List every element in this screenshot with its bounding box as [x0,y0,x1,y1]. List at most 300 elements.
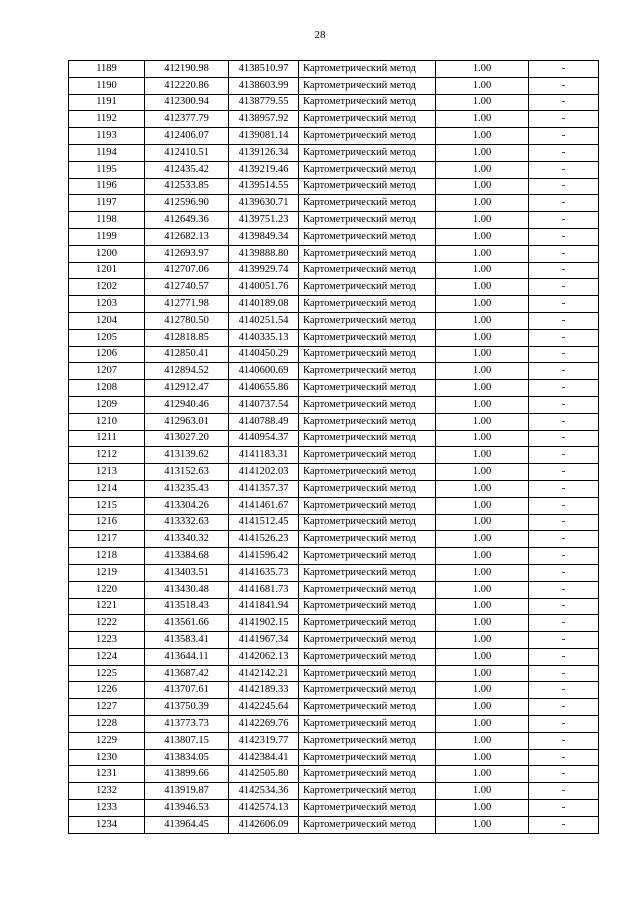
note-cell: - [529,262,599,279]
accuracy-cell: 1.00 [436,783,529,800]
x-coordinate-cell: 412220.86 [145,77,229,94]
y-coordinate-cell: 4142269.76 [229,716,299,733]
table-row [69,178,599,195]
y-coordinate-cell: 4141902.15 [229,615,299,632]
x-coordinate-cell: 413773.73 [145,716,229,733]
note-cell: - [529,699,599,716]
note-cell: - [529,161,599,178]
accuracy-cell: 1.00 [436,245,529,262]
point-number-cell: 1221 [69,598,145,615]
table-row [69,632,599,649]
x-coordinate-cell: 413946.53 [145,800,229,817]
note-cell: - [529,648,599,665]
point-number-cell: 1219 [69,564,145,581]
point-number-cell: 1216 [69,514,145,531]
note-cell: - [529,581,599,598]
x-coordinate-cell: 413707.61 [145,682,229,699]
method-cell: Картометрический метод [299,329,436,346]
note-cell: - [529,665,599,682]
table-row [69,413,599,430]
method-cell: Картометрический метод [299,447,436,464]
y-coordinate-cell: 4142384.41 [229,749,299,766]
method-cell: Картометрический метод [299,716,436,733]
y-coordinate-cell: 4140051.76 [229,279,299,296]
y-coordinate-cell: 4141202.03 [229,464,299,481]
accuracy-cell: 1.00 [436,346,529,363]
table-row [69,312,599,329]
point-number-cell: 1223 [69,632,145,649]
method-cell: Картометрический метод [299,749,436,766]
y-coordinate-cell: 4139630.71 [229,195,299,212]
point-number-cell: 1201 [69,262,145,279]
note-cell: - [529,128,599,145]
note-cell: - [529,329,599,346]
method-cell: Картометрический метод [299,111,436,128]
y-coordinate-cell: 4142189.33 [229,682,299,699]
accuracy-cell: 1.00 [436,296,529,313]
point-number-cell: 1229 [69,732,145,749]
note-cell: - [529,77,599,94]
accuracy-cell: 1.00 [436,94,529,111]
note-cell: - [529,548,599,565]
method-cell: Картометрический метод [299,363,436,380]
accuracy-cell: 1.00 [436,514,529,531]
point-number-cell: 1190 [69,77,145,94]
accuracy-cell: 1.00 [436,648,529,665]
method-cell: Картометрический метод [299,699,436,716]
y-coordinate-cell: 4141596.42 [229,548,299,565]
accuracy-cell: 1.00 [436,178,529,195]
method-cell: Картометрический метод [299,816,436,833]
x-coordinate-cell: 412963.01 [145,413,229,430]
x-coordinate-cell: 412300.94 [145,94,229,111]
method-cell: Картометрический метод [299,564,436,581]
table-row [69,396,599,413]
point-number-cell: 1230 [69,749,145,766]
note-cell: - [529,380,599,397]
note-cell: - [529,598,599,615]
note-cell: - [529,363,599,380]
method-cell: Картометрический метод [299,262,436,279]
accuracy-cell: 1.00 [436,413,529,430]
method-cell: Картометрический метод [299,632,436,649]
accuracy-cell: 1.00 [436,212,529,229]
method-cell: Картометрический метод [299,430,436,447]
note-cell: - [529,430,599,447]
method-cell: Картометрический метод [299,480,436,497]
y-coordinate-cell: 4142319.77 [229,732,299,749]
y-coordinate-cell: 4140189.08 [229,296,299,313]
x-coordinate-cell: 412940.46 [145,396,229,413]
point-number-cell: 1232 [69,783,145,800]
point-number-cell: 1214 [69,480,145,497]
method-cell: Картометрический метод [299,548,436,565]
table-row [69,228,599,245]
y-coordinate-cell: 4142245.64 [229,699,299,716]
y-coordinate-cell: 4139849.34 [229,228,299,245]
x-coordinate-cell: 412377.79 [145,111,229,128]
coordinates-table-body [69,61,599,834]
y-coordinate-cell: 4139929.74 [229,262,299,279]
point-number-cell: 1213 [69,464,145,481]
table-row [69,111,599,128]
accuracy-cell: 1.00 [436,396,529,413]
note-cell: - [529,178,599,195]
note-cell: - [529,749,599,766]
point-number-cell: 1197 [69,195,145,212]
note-cell: - [529,716,599,733]
point-number-cell: 1231 [69,766,145,783]
table-row [69,363,599,380]
point-number-cell: 1206 [69,346,145,363]
y-coordinate-cell: 4141635.73 [229,564,299,581]
point-number-cell: 1203 [69,296,145,313]
table-row [69,144,599,161]
note-cell: - [529,497,599,514]
note-cell: - [529,531,599,548]
method-cell: Картометрический метод [299,346,436,363]
y-coordinate-cell: 4141526.23 [229,531,299,548]
method-cell: Картометрический метод [299,615,436,632]
y-coordinate-cell: 4141512.45 [229,514,299,531]
point-number-cell: 1207 [69,363,145,380]
y-coordinate-cell: 4138510.97 [229,61,299,78]
coordinates-table [68,60,599,834]
y-coordinate-cell: 4140600.69 [229,363,299,380]
table-row [69,816,599,833]
y-coordinate-cell: 4141357.37 [229,480,299,497]
table-row [69,800,599,817]
accuracy-cell: 1.00 [436,329,529,346]
y-coordinate-cell: 4142062.13 [229,648,299,665]
method-cell: Картометрический метод [299,61,436,78]
y-coordinate-cell: 4141967.34 [229,632,299,649]
method-cell: Картометрический метод [299,380,436,397]
table-row [69,716,599,733]
note-cell: - [529,228,599,245]
accuracy-cell: 1.00 [436,430,529,447]
method-cell: Картометрический метод [299,581,436,598]
point-number-cell: 1220 [69,581,145,598]
point-number-cell: 1199 [69,228,145,245]
point-number-cell: 1210 [69,413,145,430]
accuracy-cell: 1.00 [436,699,529,716]
method-cell: Картометрический метод [299,178,436,195]
x-coordinate-cell: 412780.50 [145,312,229,329]
x-coordinate-cell: 413027.20 [145,430,229,447]
accuracy-cell: 1.00 [436,766,529,783]
note-cell: - [529,816,599,833]
table-row [69,699,599,716]
note-cell: - [529,783,599,800]
accuracy-cell: 1.00 [436,77,529,94]
y-coordinate-cell: 4139126.34 [229,144,299,161]
note-cell: - [529,800,599,817]
note-cell: - [529,312,599,329]
table-row [69,77,599,94]
table-row [69,380,599,397]
note-cell: - [529,682,599,699]
x-coordinate-cell: 412435.42 [145,161,229,178]
note-cell: - [529,732,599,749]
x-coordinate-cell: 413340.32 [145,531,229,548]
table-row [69,279,599,296]
point-number-cell: 1225 [69,665,145,682]
x-coordinate-cell: 412190.98 [145,61,229,78]
point-number-cell: 1205 [69,329,145,346]
method-cell: Картометрический метод [299,245,436,262]
accuracy-cell: 1.00 [436,262,529,279]
method-cell: Картометрический метод [299,413,436,430]
x-coordinate-cell: 413919.87 [145,783,229,800]
accuracy-cell: 1.00 [436,800,529,817]
method-cell: Картометрический метод [299,296,436,313]
x-coordinate-cell: 413583.41 [145,632,229,649]
note-cell: - [529,447,599,464]
y-coordinate-cell: 4142606.09 [229,816,299,833]
y-coordinate-cell: 4142574.13 [229,800,299,817]
method-cell: Картометрический метод [299,497,436,514]
x-coordinate-cell: 413518.43 [145,598,229,615]
note-cell: - [529,464,599,481]
note-cell: - [529,279,599,296]
method-cell: Картометрический метод [299,783,436,800]
point-number-cell: 1228 [69,716,145,733]
table-row [69,581,599,598]
method-cell: Картометрический метод [299,514,436,531]
note-cell: - [529,144,599,161]
y-coordinate-cell: 4140450.29 [229,346,299,363]
table-row [69,732,599,749]
point-number-cell: 1202 [69,279,145,296]
accuracy-cell: 1.00 [436,682,529,699]
x-coordinate-cell: 412596.90 [145,195,229,212]
accuracy-cell: 1.00 [436,531,529,548]
accuracy-cell: 1.00 [436,632,529,649]
table-row [69,564,599,581]
method-cell: Картометрический метод [299,732,436,749]
method-cell: Картометрический метод [299,766,436,783]
method-cell: Картометрический метод [299,682,436,699]
note-cell: - [529,245,599,262]
note-cell: - [529,564,599,581]
y-coordinate-cell: 4139888.80 [229,245,299,262]
accuracy-cell: 1.00 [436,447,529,464]
method-cell: Картометрический метод [299,598,436,615]
table-row [69,514,599,531]
point-number-cell: 1233 [69,800,145,817]
table-row [69,749,599,766]
x-coordinate-cell: 413152.63 [145,464,229,481]
table-row [69,615,599,632]
point-number-cell: 1215 [69,497,145,514]
method-cell: Картометрический метод [299,312,436,329]
point-number-cell: 1194 [69,144,145,161]
y-coordinate-cell: 4139081.14 [229,128,299,145]
accuracy-cell: 1.00 [436,363,529,380]
y-coordinate-cell: 4140335.13 [229,329,299,346]
accuracy-cell: 1.00 [436,464,529,481]
y-coordinate-cell: 4140737.54 [229,396,299,413]
y-coordinate-cell: 4140251.54 [229,312,299,329]
point-number-cell: 1196 [69,178,145,195]
accuracy-cell: 1.00 [436,548,529,565]
note-cell: - [529,413,599,430]
page-number: 28 [314,29,326,41]
y-coordinate-cell: 4140954.37 [229,430,299,447]
accuracy-cell: 1.00 [436,497,529,514]
accuracy-cell: 1.00 [436,816,529,833]
x-coordinate-cell: 413430.48 [145,581,229,598]
x-coordinate-cell: 413750.39 [145,699,229,716]
table-row [69,430,599,447]
method-cell: Картометрический метод [299,648,436,665]
point-number-cell: 1191 [69,94,145,111]
point-number-cell: 1217 [69,531,145,548]
x-coordinate-cell: 412693.97 [145,245,229,262]
method-cell: Картометрический метод [299,195,436,212]
x-coordinate-cell: 412912.47 [145,380,229,397]
note-cell: - [529,346,599,363]
x-coordinate-cell: 413807.15 [145,732,229,749]
x-coordinate-cell: 413964.45 [145,816,229,833]
point-number-cell: 1234 [69,816,145,833]
accuracy-cell: 1.00 [436,581,529,598]
accuracy-cell: 1.00 [436,749,529,766]
table-row [69,262,599,279]
note-cell: - [529,632,599,649]
table-row [69,497,599,514]
accuracy-cell: 1.00 [436,228,529,245]
x-coordinate-cell: 412707.06 [145,262,229,279]
accuracy-cell: 1.00 [436,380,529,397]
accuracy-cell: 1.00 [436,144,529,161]
method-cell: Картометрический метод [299,464,436,481]
method-cell: Картометрический метод [299,800,436,817]
point-number-cell: 1198 [69,212,145,229]
point-number-cell: 1211 [69,430,145,447]
point-number-cell: 1212 [69,447,145,464]
note-cell: - [529,396,599,413]
y-coordinate-cell: 4141461.67 [229,497,299,514]
note-cell: - [529,296,599,313]
table-row [69,548,599,565]
x-coordinate-cell: 412649.36 [145,212,229,229]
accuracy-cell: 1.00 [436,564,529,581]
accuracy-cell: 1.00 [436,61,529,78]
x-coordinate-cell: 412818.85 [145,329,229,346]
y-coordinate-cell: 4138603.99 [229,77,299,94]
accuracy-cell: 1.00 [436,312,529,329]
table-row [69,665,599,682]
table-row [69,464,599,481]
note-cell: - [529,94,599,111]
x-coordinate-cell: 412850.41 [145,346,229,363]
accuracy-cell: 1.00 [436,480,529,497]
y-coordinate-cell: 4141183.31 [229,447,299,464]
method-cell: Картометрический метод [299,665,436,682]
note-cell: - [529,195,599,212]
x-coordinate-cell: 412771.98 [145,296,229,313]
x-coordinate-cell: 412410.51 [145,144,229,161]
x-coordinate-cell: 413403.51 [145,564,229,581]
point-number-cell: 1189 [69,61,145,78]
method-cell: Картометрический метод [299,279,436,296]
y-coordinate-cell: 4141841.94 [229,598,299,615]
table-row [69,212,599,229]
point-number-cell: 1195 [69,161,145,178]
note-cell: - [529,111,599,128]
point-number-cell: 1200 [69,245,145,262]
accuracy-cell: 1.00 [436,128,529,145]
y-coordinate-cell: 4140788.49 [229,413,299,430]
method-cell: Картометрический метод [299,228,436,245]
accuracy-cell: 1.00 [436,111,529,128]
point-number-cell: 1222 [69,615,145,632]
y-coordinate-cell: 4142142.21 [229,665,299,682]
method-cell: Картометрический метод [299,396,436,413]
point-number-cell: 1227 [69,699,145,716]
method-cell: Картометрический метод [299,144,436,161]
note-cell: - [529,61,599,78]
method-cell: Картометрический метод [299,77,436,94]
note-cell: - [529,766,599,783]
table-row [69,94,599,111]
table-row [69,329,599,346]
x-coordinate-cell: 413687.42 [145,665,229,682]
table-row [69,480,599,497]
accuracy-cell: 1.00 [436,732,529,749]
x-coordinate-cell: 413332.63 [145,514,229,531]
x-coordinate-cell: 413384.68 [145,548,229,565]
point-number-cell: 1193 [69,128,145,145]
y-coordinate-cell: 4138779.55 [229,94,299,111]
table-row [69,296,599,313]
x-coordinate-cell: 413139.62 [145,447,229,464]
x-coordinate-cell: 412740.57 [145,279,229,296]
point-number-cell: 1224 [69,648,145,665]
x-coordinate-cell: 413304.26 [145,497,229,514]
method-cell: Картометрический метод [299,94,436,111]
y-coordinate-cell: 4138957.92 [229,111,299,128]
method-cell: Картометрический метод [299,212,436,229]
note-cell: - [529,480,599,497]
table-row [69,531,599,548]
accuracy-cell: 1.00 [436,195,529,212]
table-row [69,766,599,783]
x-coordinate-cell: 412682.13 [145,228,229,245]
method-cell: Картометрический метод [299,161,436,178]
point-number-cell: 1208 [69,380,145,397]
x-coordinate-cell: 413561.66 [145,615,229,632]
y-coordinate-cell: 4139514.55 [229,178,299,195]
table-row [69,682,599,699]
y-coordinate-cell: 4140655.86 [229,380,299,397]
y-coordinate-cell: 4139219.46 [229,161,299,178]
accuracy-cell: 1.00 [436,716,529,733]
note-cell: - [529,615,599,632]
accuracy-cell: 1.00 [436,665,529,682]
x-coordinate-cell: 412533.85 [145,178,229,195]
method-cell: Картометрический метод [299,128,436,145]
point-number-cell: 1218 [69,548,145,565]
method-cell: Картометрический метод [299,531,436,548]
x-coordinate-cell: 413899.66 [145,766,229,783]
y-coordinate-cell: 4139751.23 [229,212,299,229]
x-coordinate-cell: 413644.11 [145,648,229,665]
table-row [69,245,599,262]
accuracy-cell: 1.00 [436,598,529,615]
